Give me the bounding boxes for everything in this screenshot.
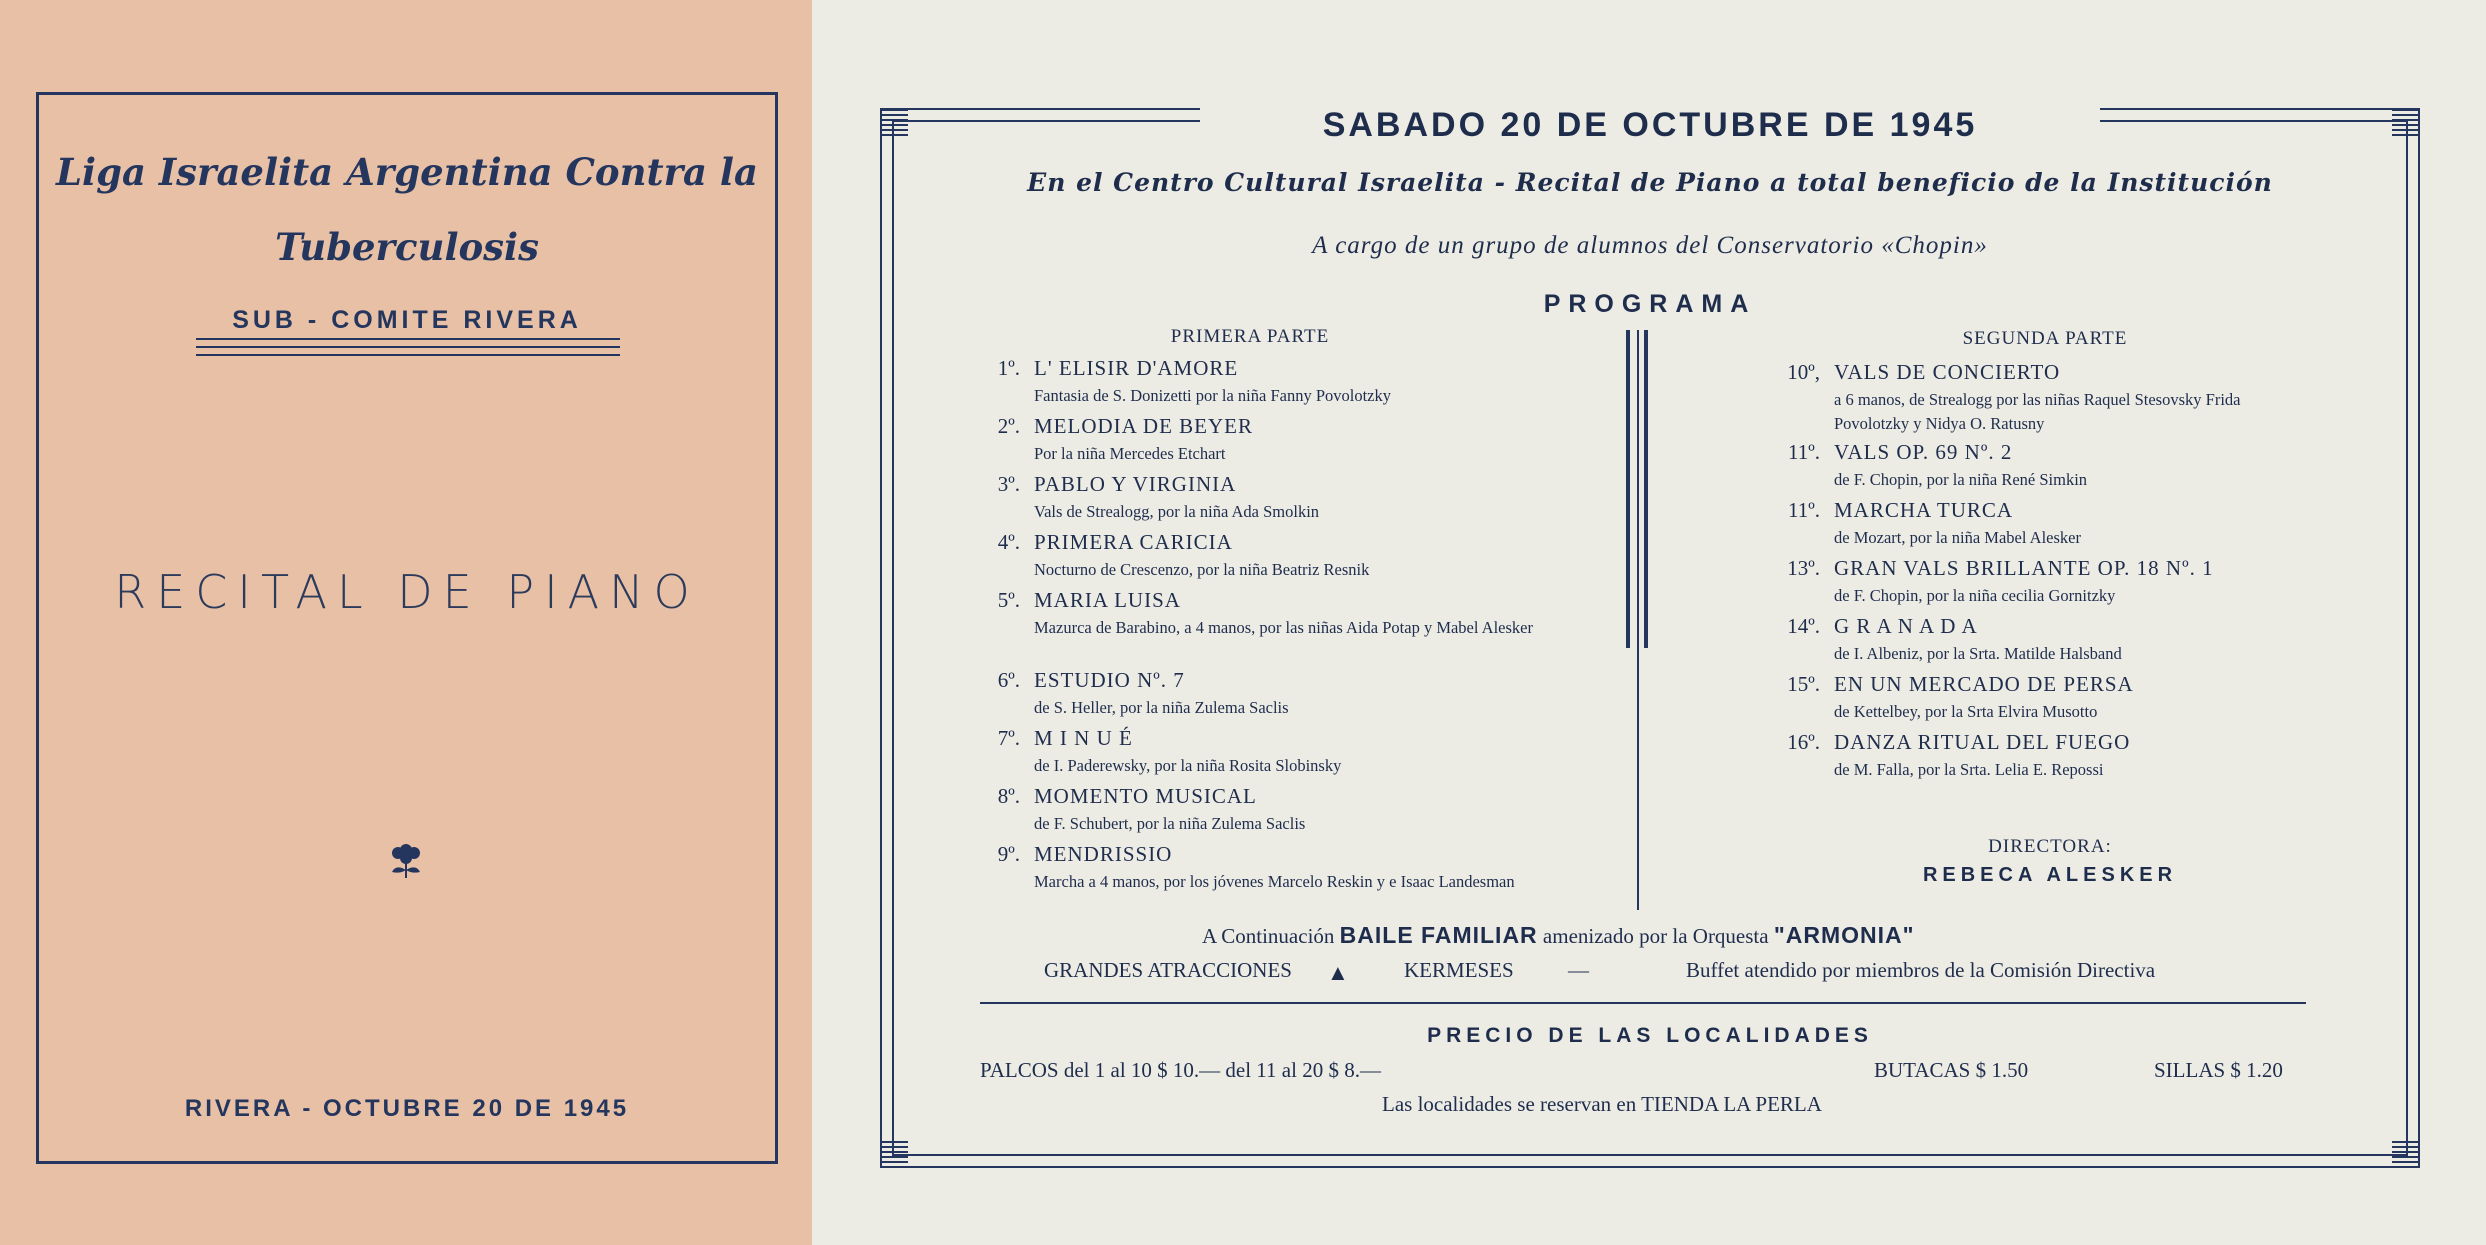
item-number: 6º. [997, 668, 1020, 692]
part2-title: SEGUNDA PARTE [1962, 328, 2128, 349]
item-description: de Kettelbey, por la Srta Elvira Musotto [1834, 702, 2098, 721]
program-performers: A cargo de un grupo de alumnos del Conservatorio «Chopin» [1312, 232, 1988, 259]
item-title: PABLO Y VIRGINIA [1034, 472, 1237, 496]
item-title: L' ELISIR D'AMORE [1034, 356, 1239, 380]
item-description: Marcha a 4 manos, por los jóvenes Marcelo Reskin y e Isaac Landesman [1034, 872, 1515, 891]
footer-rule [980, 1002, 2306, 1004]
continuation-line [1202, 922, 1915, 949]
cover-subcomite: SUB - COMITE RIVERA [232, 306, 582, 334]
column-divider-right [1644, 330, 1648, 648]
item-description: de M. Falla, por la Srta. Lelia E. Repossi [1834, 760, 2104, 779]
item-number: 8º. [997, 784, 1020, 808]
item-description: de F. Chopin, por la niña cecilia Gornitzky [1834, 586, 2116, 605]
program-section-title: PROGRAMA [1543, 290, 1757, 318]
item-description: Por la niña Mercedes Etchart [1034, 444, 1226, 463]
item-title: MARCHA TURCA [1834, 498, 2014, 522]
item-description: de F. Chopin, por la niña René Simkin [1834, 470, 2088, 489]
item-number: 5º. [997, 588, 1020, 612]
part1-title: PRIMERA PARTE [1170, 326, 1330, 347]
buffet-text: Buffet atendido por miembros de la Comisión Directiva [1686, 958, 2156, 982]
item-description: a 6 manos, de Strealogg por las niñas Raquel Stesovsky Frida Povolotzky y Nidya O. Ratusny [1834, 390, 2241, 433]
item-number: 14º. [1787, 614, 1820, 638]
item-number: 2º. [997, 414, 1020, 438]
cover-rule-3 [196, 354, 620, 356]
item-description: Fantasia de S. Donizetti por la niña Fanny Povolotzky [1034, 386, 1391, 405]
program-date-header: SABADO 20 DE OCTUBRE DE 1945 [1200, 106, 2100, 145]
cover-footer: RIVERA - OCTUBRE 20 DE 1945 [184, 1095, 630, 1122]
director-name: REBECA ALESKER [1922, 864, 2178, 886]
item-title: ESTUDIO Nº. 7 [1034, 668, 1185, 692]
butacas-price: BUTACAS $ 1.50 [1874, 1058, 2029, 1082]
item-title: VALS DE CONCIERTO [1834, 360, 2061, 384]
item-title: DANZA RITUAL DEL FUEGO [1834, 730, 2131, 754]
item-description: de I. Albeniz, por la Srta. Matilde Halsband [1834, 644, 2122, 663]
item-title: MENDRISSIO [1034, 842, 1173, 866]
item-number: 13º. [1787, 556, 1820, 580]
item-title: G R A N A D A [1834, 614, 1978, 638]
frame-corner-tr [2392, 108, 2420, 136]
prices-title: PRECIO DE LAS LOCALIDADES [1427, 1024, 1873, 1047]
director-label: DIRECTORA: [1988, 836, 2112, 857]
item-number: 9º. [997, 842, 1020, 866]
cover-rule-2 [196, 346, 620, 348]
palcos-price: PALCOS del 1 al 10 $ 10.— del 11 al 20 $ 8.— [980, 1058, 1381, 1082]
item-number: 11º. [1788, 498, 1820, 522]
continuation-pre: A Continuación [1202, 924, 1335, 948]
sillas-price: SILLAS $ 1.20 [2154, 1058, 2283, 1082]
program-venue: En el Centro Cultural Israelita - Recital de Piano a total beneficio de la Institución [1027, 168, 2273, 197]
continuation-bold: BAILE FAMILIAR [1339, 922, 1538, 948]
item-title: MARIA LUISA [1034, 588, 1181, 612]
dash-separator: — [1568, 958, 1589, 982]
item-description: Vals de Strealogg, por la niña Ada Smolkin [1034, 502, 1320, 521]
item-number: 16º. [1787, 730, 1820, 754]
cover-recital-title: RECITAL DE PIANO [114, 565, 700, 619]
cover-title-line2: Tuberculosis [275, 225, 539, 269]
continuation-mid: amenizado por la Orquesta [1542, 924, 1769, 948]
item-description: de S. Heller, por la niña Zulema Saclis [1034, 698, 1289, 717]
attractions-text: GRANDES ATRACCIONES [1044, 958, 1292, 982]
column-divider-left [1626, 330, 1630, 648]
item-title: VALS OP. 69 Nº. 2 [1834, 440, 2013, 464]
item-number: 10º, [1787, 360, 1820, 384]
item-description: Nocturno de Crescenzo, por la niña Beatriz Resnik [1034, 560, 1370, 579]
item-description: de F. Schubert, por la niña Zulema Saclis [1034, 814, 1306, 833]
item-number: 1º. [997, 356, 1020, 380]
item-number: 3º. [997, 472, 1020, 496]
item-title: GRAN VALS BRILLANTE OP. 18 Nº. 1 [1834, 556, 2214, 580]
cover-rule-1 [196, 338, 620, 340]
item-number: 4º. [997, 530, 1020, 554]
item-number: 11º. [1788, 440, 1820, 464]
item-description: de I. Paderewsky, por la niña Rosita Slobinsky [1034, 756, 1342, 775]
item-description: Mazurca de Barabino, a 4 manos, por las niñas Aida Potap y Mabel Alesker [1034, 618, 1533, 637]
frame-corner-br [2392, 1140, 2420, 1168]
item-title: MOMENTO MUSICAL [1034, 784, 1257, 808]
reserve-note: Las localidades se reservan en TIENDA LA PERLA [1382, 1092, 1822, 1116]
item-title: PRIMERA CARICIA [1034, 530, 1233, 554]
item-title: MELODIA DE BEYER [1034, 414, 1253, 438]
center-divider [1637, 330, 1639, 910]
cover-title-line1: Liga Israelita Argentina Contra la [56, 150, 758, 194]
item-description: de Mozart, por la niña Mabel Alesker [1834, 528, 2081, 547]
flower-ornament-icon [388, 838, 424, 880]
item-title: M I N U É [1034, 726, 1133, 750]
frame-corner-bl [880, 1140, 908, 1168]
orchestra-name: "ARMONIA" [1773, 922, 1915, 948]
triangle-ornament-icon: ▲ [1327, 960, 1349, 985]
kermeses-text: KERMESES [1404, 958, 1514, 982]
item-number: 15º. [1787, 672, 1820, 696]
item-number: 7º. [997, 726, 1020, 750]
cover-panel [0, 0, 812, 1245]
frame-corner-tl [880, 108, 908, 136]
item-title: EN UN MERCADO DE PERSA [1834, 672, 2134, 696]
